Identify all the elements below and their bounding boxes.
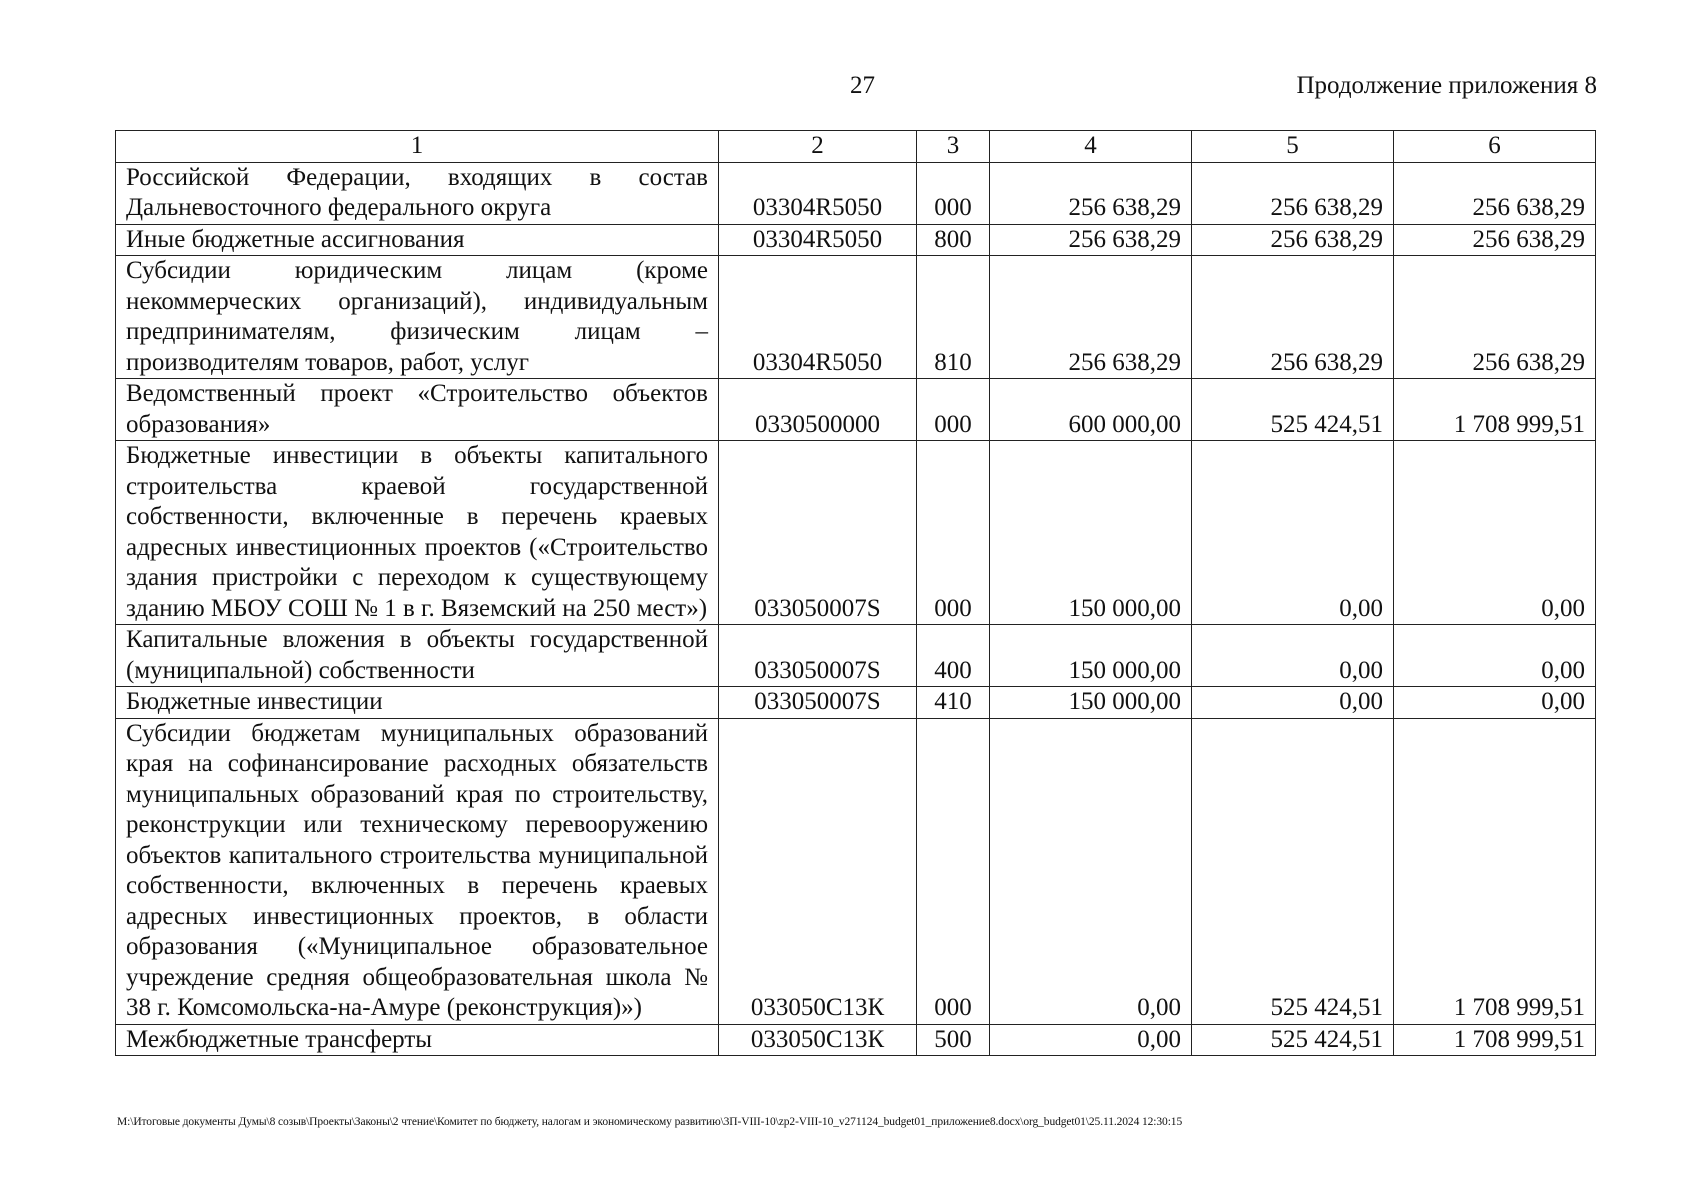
column-header: 3 [917, 131, 990, 163]
page-number: 27 [850, 72, 875, 99]
table-row [116, 224, 1596, 256]
row-code: 033050007S [719, 625, 917, 687]
row-name: Иные бюджетные ассигнования [116, 224, 719, 256]
row-code: 03304R5050 [719, 224, 917, 256]
table-row [116, 625, 1596, 687]
row-value-col4: 150 000,00 [990, 687, 1192, 719]
row-value-col5: 0,00 [1192, 687, 1394, 719]
row-value-col4: 256 638,29 [990, 224, 1192, 256]
row-type: 500 [917, 1024, 990, 1056]
row-value-col4: 150 000,00 [990, 625, 1192, 687]
row-value-col5: 525 424,51 [1192, 718, 1394, 1024]
column-header: 4 [990, 131, 1192, 163]
row-type: 410 [917, 687, 990, 719]
row-type: 400 [917, 625, 990, 687]
column-header: 2 [719, 131, 917, 163]
file-path-footer: M:\Итоговые документы Думы\8 созыв\Проекты\Законы\2 чтение\Комитет по бюджету, налогам и экономическому развитию\3П-VIII-10\zp2-VIII-10_v271124_budget01_приложение8.docx\org_budget01\25.11.2024 12:30:15 [117, 1116, 1183, 1128]
row-name: Бюджетные инвестиции в объекты капитального строительства краевой государственной собственности, включенные в перечень краевых адресных инвестиционных проектов («Строительство здания пристройки с переходом к существующему зданию МБОУ СОШ № 1 в г. Вяземский на 250 мест») [116, 441, 719, 625]
column-header: 6 [1394, 131, 1596, 163]
row-code: 0330500000 [719, 379, 917, 441]
column-header: 1 [116, 131, 719, 163]
row-value-col4: 256 638,29 [990, 256, 1192, 379]
row-value-col5: 525 424,51 [1192, 1024, 1394, 1056]
row-name: Межбюджетные трансферты [116, 1024, 719, 1056]
row-name: Бюджетные инвестиции [116, 687, 719, 719]
row-value-col6: 1 708 999,51 [1394, 379, 1596, 441]
row-code: 033050007S [719, 441, 917, 625]
row-type: 000 [917, 162, 990, 224]
table-row [116, 441, 1596, 625]
row-value-col5: 0,00 [1192, 441, 1394, 625]
table-row [116, 1024, 1596, 1056]
row-type: 800 [917, 224, 990, 256]
row-value-col5: 256 638,29 [1192, 224, 1394, 256]
table-header-row [116, 131, 1596, 163]
table-row [116, 256, 1596, 379]
row-name: Капитальные вложения в объекты государственной (муниципальной) собственности [116, 625, 719, 687]
row-value-col5: 525 424,51 [1192, 379, 1394, 441]
row-value-col4: 0,00 [990, 1024, 1192, 1056]
row-value-col6: 256 638,29 [1394, 224, 1596, 256]
row-type: 000 [917, 379, 990, 441]
row-value-col4: 0,00 [990, 718, 1192, 1024]
row-value-col6: 1 708 999,51 [1394, 718, 1596, 1024]
row-code: 033050С13К [719, 718, 917, 1024]
row-type: 000 [917, 718, 990, 1024]
table-row [116, 687, 1596, 719]
row-name: Ведомственный проект «Строительство объектов образования» [116, 379, 719, 441]
table-row [116, 162, 1596, 224]
row-code: 03304R5050 [719, 162, 917, 224]
row-value-col6: 256 638,29 [1394, 256, 1596, 379]
row-value-col6: 0,00 [1394, 687, 1596, 719]
row-name: Субсидии юридическим лицам (кроме некоммерческих организаций), индивидуальным предпринимателям, физическим лицам – производителям товаров, работ, услуг [116, 256, 719, 379]
table-row [116, 718, 1596, 1024]
row-code: 03304R5050 [719, 256, 917, 379]
row-code: 033050С13К [719, 1024, 917, 1056]
column-header: 5 [1192, 131, 1394, 163]
row-type: 000 [917, 441, 990, 625]
row-value-col6: 0,00 [1394, 625, 1596, 687]
row-value-col6: 0,00 [1394, 441, 1596, 625]
row-type: 810 [917, 256, 990, 379]
row-value-col5: 256 638,29 [1192, 162, 1394, 224]
appendix-heading: Продолжение приложения 8 [1296, 72, 1597, 99]
row-value-col5: 256 638,29 [1192, 256, 1394, 379]
row-name: Российской Федерации, входящих в состав Дальневосточного федерального округа [116, 162, 719, 224]
row-name: Субсидии бюджетам муниципальных образований края на софинансирование расходных обязательств муниципальных образований края по строительству, реконструкции или техническому перевооружению объектов капитального строительства муниципальной собственности, включенных в перечень краевых адресных инвестиционных проектов, в области образования («Муниципальное образовательное учреждение средняя общеобразовательная школа № 38 г. Комсомольска-на-Амуре (реконструкция)») [116, 718, 719, 1024]
table-row [116, 379, 1596, 441]
row-code: 033050007S [719, 687, 917, 719]
row-value-col4: 256 638,29 [990, 162, 1192, 224]
row-value-col4: 600 000,00 [990, 379, 1192, 441]
budget-table [115, 130, 1596, 1056]
row-value-col6: 256 638,29 [1394, 162, 1596, 224]
row-value-col4: 150 000,00 [990, 441, 1192, 625]
row-value-col6: 1 708 999,51 [1394, 1024, 1596, 1056]
row-value-col5: 0,00 [1192, 625, 1394, 687]
